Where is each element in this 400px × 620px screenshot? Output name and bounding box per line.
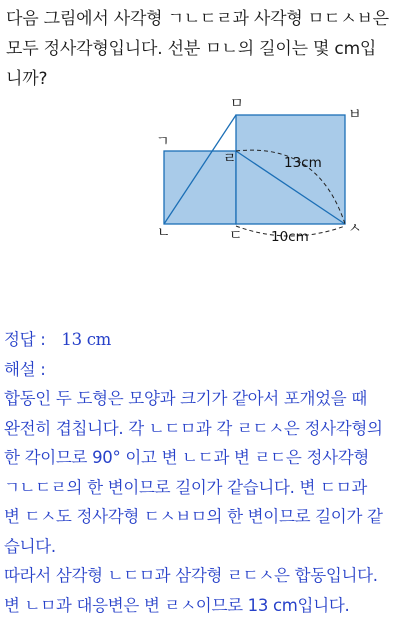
measure-arc-label: 13cm	[284, 155, 322, 171]
problem-line: 모두 정사각형입니다. 선분 ㅁㄴ의 길이는 몇 cm입	[6, 34, 398, 64]
problem-line: 니까?	[6, 64, 398, 94]
answer-section	[4, 325, 400, 620]
explanation-line: 합동인 두 도형은 모양과 크기가 같아서 포개었을 때	[4, 384, 400, 414]
vertex-label-m: ㅁ	[230, 96, 244, 112]
answer-value: 13 cm	[61, 330, 111, 349]
explanation-line: ㄱㄴㄷㄹ의 한 변이므로 길이가 같습니다. 변 ㄷㅁ과	[4, 473, 400, 503]
vertex-label-b: ㅂ	[348, 107, 362, 123]
explanation-line: 습니다.	[4, 532, 400, 562]
explanation-line: 따라서 삼각형 ㄴㄷㅁ과 삼각형 ㄹㄷㅅ은 합동입니다.	[4, 561, 400, 591]
vertex-label-r: ㄹ	[223, 151, 237, 167]
vertex-label-n: ㄴ	[157, 225, 171, 241]
measure-bottom-label: 10cm	[271, 229, 309, 245]
answer-label: 정답 :	[4, 330, 45, 349]
explanation-line: 변 ㄴㅁ과 대응변은 변 ㄹㅅ이므로 13 cm입니다.	[4, 591, 400, 620]
explanation-line: 완전히 겹칩니다. 각 ㄴㄷㅁ과 각 ㄹㄷㅅ은 정사각형의	[4, 414, 400, 444]
explanation-label: 해설 :	[4, 355, 400, 385]
vertex-label-d: ㄷ	[229, 228, 243, 244]
answer-row	[4, 325, 400, 355]
vertex-label-s: ㅅ	[348, 221, 362, 237]
vertex-label-g: ㄱ	[156, 134, 170, 150]
explanation-line: 한 각이므로 90° 이고 변 ㄴㄷ과 변 ㄹㄷ은 정사각형	[4, 443, 400, 473]
problem-line: 다음 그림에서 사각형 ㄱㄴㄷㄹ과 사각형 ㅁㄷㅅㅂ은	[6, 4, 398, 34]
explanation-line: 변 ㄷㅅ도 정사각형 ㄷㅅㅂㅁ의 한 변이므로 길이가 같	[4, 502, 400, 532]
